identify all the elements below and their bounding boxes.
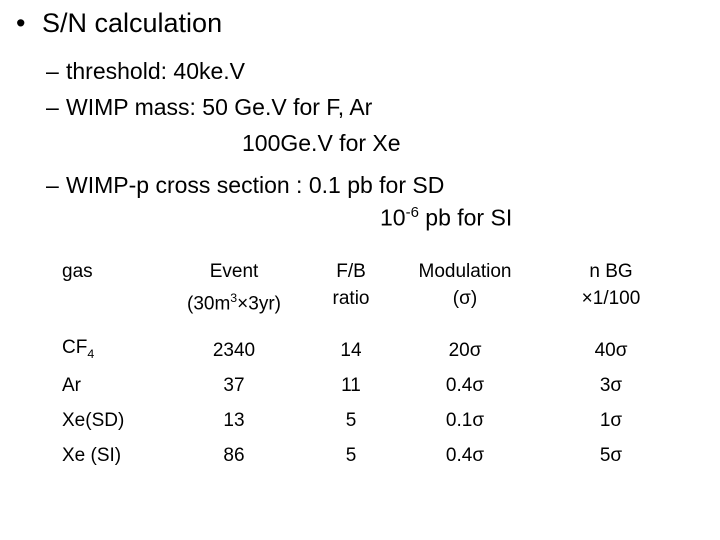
cell-gas: Xe(SD) bbox=[62, 409, 125, 431]
cross-section-exponent: -6 bbox=[405, 204, 419, 221]
cell-gas: Xe (SI) bbox=[62, 444, 122, 466]
cell-fb-ratio: 5 bbox=[345, 409, 357, 431]
header-event: Event $(30m^3\times 3yr)$ bbox=[187, 261, 281, 315]
cell-event: 2340 bbox=[212, 339, 256, 361]
cell-gas: $CF_4$ bbox=[62, 336, 95, 361]
cell-fb-ratio: 5 bbox=[345, 444, 357, 466]
threshold-text: threshold: 40ke.V bbox=[66, 58, 246, 84]
header-gas: gas bbox=[62, 261, 93, 282]
cell-gas: Ar bbox=[62, 374, 81, 396]
table-row bbox=[62, 403, 686, 438]
threshold-item bbox=[46, 58, 245, 85]
cross-section-text: WIMP-p cross section : 0.1 pb for SD bbox=[66, 172, 445, 198]
cell-event: 13 bbox=[223, 409, 245, 431]
cell-modulation: 0.1σ bbox=[445, 409, 485, 431]
bullet-icon: • bbox=[16, 8, 26, 38]
heading-text: S/N calculation bbox=[42, 8, 223, 38]
cross-section-rest: pb for SI bbox=[418, 204, 513, 231]
table-row bbox=[62, 438, 686, 473]
header-nbg: n BG ×1/100 bbox=[581, 261, 641, 309]
cross-section-item bbox=[46, 172, 444, 199]
header-fb-ratio: F/B ratio bbox=[332, 261, 370, 309]
cell-modulation: 0.4σ bbox=[445, 444, 485, 466]
dash-icon: – bbox=[46, 172, 59, 198]
sn-table bbox=[62, 253, 686, 473]
cell-fb-ratio: 11 bbox=[341, 374, 361, 396]
cell-event: 86 bbox=[223, 444, 245, 466]
table-row bbox=[62, 368, 686, 403]
cell-nbg: 5σ bbox=[599, 444, 623, 466]
cell-nbg: 3σ bbox=[599, 374, 623, 396]
cross-section-base: 10 bbox=[380, 204, 406, 231]
dash-icon: – bbox=[46, 58, 59, 84]
header-modulation: Modulation (σ) bbox=[418, 261, 512, 309]
wimp-mass-item bbox=[46, 94, 372, 121]
cross-section-continuation bbox=[380, 204, 512, 232]
cell-modulation: 20σ bbox=[448, 339, 482, 361]
cell-event: 37 bbox=[223, 374, 245, 396]
table-header-row bbox=[62, 253, 686, 333]
wimp-mass-continuation: 100Ge.V for Xe bbox=[242, 130, 401, 156]
table-row bbox=[62, 333, 686, 368]
wimp-mass-text: WIMP mass: 50 Ge.V for F, Ar bbox=[66, 94, 373, 120]
cell-nbg: 40σ bbox=[594, 339, 628, 361]
heading bbox=[16, 8, 222, 39]
cell-fb-ratio: 14 bbox=[340, 339, 362, 361]
cell-modulation: 0.4σ bbox=[445, 374, 485, 396]
cell-nbg: 1σ bbox=[599, 409, 623, 431]
dash-icon: – bbox=[46, 94, 59, 120]
